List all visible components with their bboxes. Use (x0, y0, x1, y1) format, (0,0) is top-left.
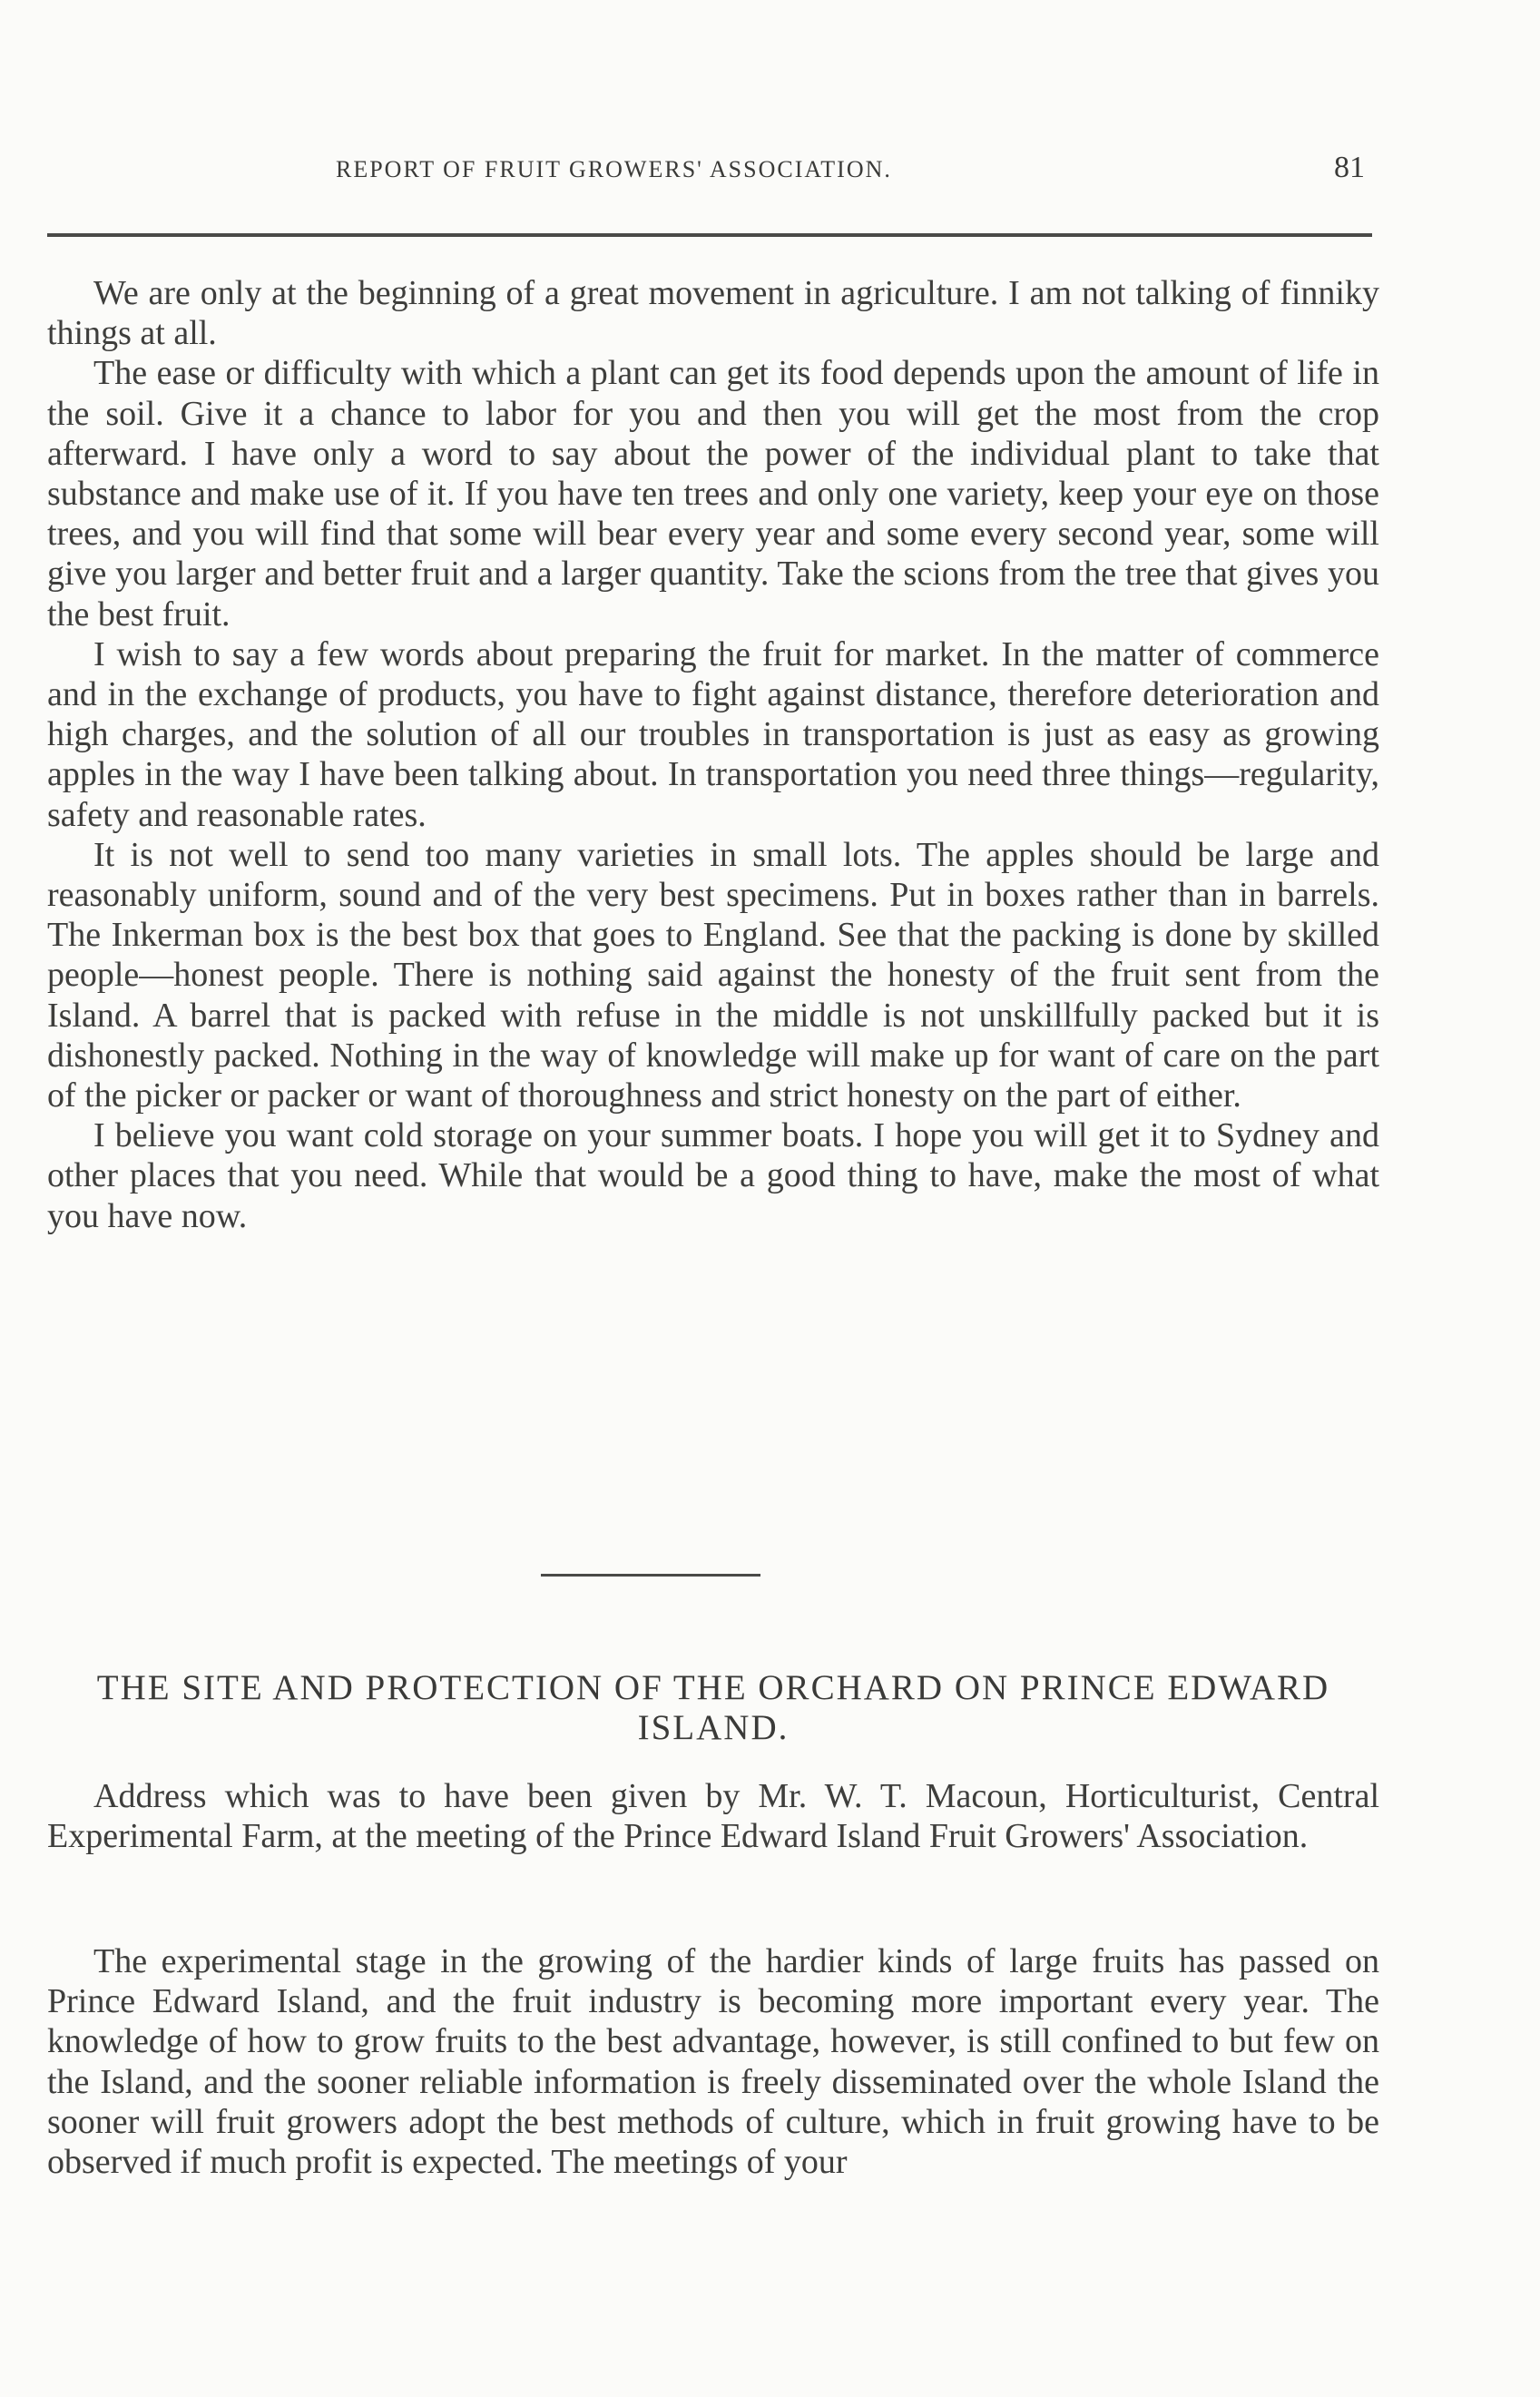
paragraph: It is not well to send too many varieties in small lots. The apples should be large and reasonably uniform, sound and of the very best specimens. Put in boxes rather than in barrels. The Inkerman box is the best box that goes to England. See that the packing is done by skilled people—honest people. There is nothing said against the honesty of the fruit sent from the Island. A barrel that is packed with refuse in the middle is not unskillfully packed but it is dishonestly packed. Nothing in the way of knowledge will make up for want of care on the part of the picker or packer or want of thoroughness and strict honesty on the part of either. (47, 835, 1379, 1115)
page-number: 81 (1334, 151, 1365, 184)
intro-paragraph: Address which was to have been given by Mr. W. T. Macoun, Horticulturist, Central Experimental Farm, at the meeting of the Prince Edward Island Fruit Growers' Association. (47, 1777, 1379, 1856)
paragraph: I believe you want cold storage on your summer boats. I hope you will get it to Sydney and other places that you need. While that would be a good thing to have, make the most of what you have now. (47, 1116, 1379, 1235)
header-rule (47, 233, 1372, 237)
paragraph: I wish to say a few words about preparing the fruit for market. In the matter of commerce and in the exchange of products, you have to fight against distance, therefore deterioration and high charges, and the solution of all our troubles in transportation is just as easy as growing apples in the way I have been talking about. In transportation you need three things—regularity, safety and reasonable rates. (47, 634, 1379, 834)
running-head (0, 151, 1540, 192)
paragraph: The ease or difficulty with which a plant can get its food depends upon the amount of life in the soil. Give it a chance to labor for you and then you will get the most from the crop afterward. I have only a word to say about the power of the individual plant to take that substance and make use of it. If you have ten trees and only one variety, keep your eye on those trees, and you will find that some will bear every year and some every second year, some will give you larger and better fruit and a larger quantity. Take the scions from the tree that gives you the best fruit. (47, 354, 1379, 634)
paragraph: We are only at the beginning of a great movement in agriculture. I am not talking of finniky things at all. (47, 274, 1379, 353)
paragraph: The experimental stage in the growing of the hardier kinds of large fruits has passed on Prince Edward Island, and the fruit industry is becoming more important every year. The knowledge of how to grow fruits to the best advantage, however, is still confined to but few on the Island, and the sooner reliable information is freely disseminated over the whole Island the sooner will fruit growers adopt the best methods of culture, which in fruit growing have to be observed if much profit is expected. The meetings of your (47, 1942, 1379, 2182)
section-divider (541, 1574, 760, 1577)
article-intro (47, 1776, 1379, 1856)
running-title: REPORT OF FRUIT GROWERS' ASSOCIATION. (336, 156, 892, 182)
previous-article-text (47, 273, 1379, 1236)
article-title: THE SITE AND PROTECTION OF THE ORCHARD ON PRINCE EDWARD ISLAND. (96, 1668, 1330, 1747)
article-body (47, 1941, 1379, 2182)
